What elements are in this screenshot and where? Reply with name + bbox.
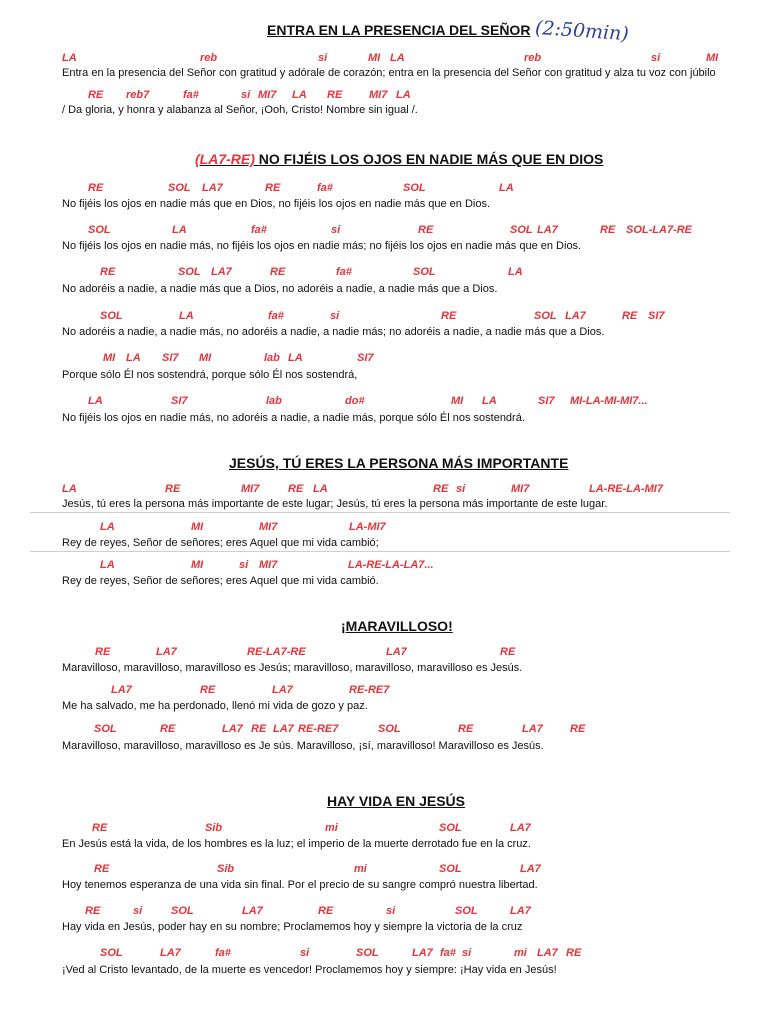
chord: RE <box>200 684 216 696</box>
chord: RE <box>458 723 474 735</box>
lyric-line: No fijéis los ojos en nadie más, no fijéis los ojos en nadie más; no fijéis los ojos en nadie más que en Dios. <box>62 240 582 252</box>
chord: RE <box>92 822 108 834</box>
chord: LA <box>100 559 115 571</box>
chord: RE-RE7 <box>349 684 390 696</box>
chord: si <box>300 947 310 959</box>
lyric-line: Hay vida en Jesús, poder hay en su nombre; Proclamemos hoy y siempre la victoria de la cruz <box>62 921 523 933</box>
chord: fa# <box>268 310 284 322</box>
chord: LA7 <box>222 723 243 735</box>
lyric-line: No adoréis a nadie, a nadie más, no adoréis a nadie, a nadie más; no adoréis a nadie, a nadie más que a Dios. <box>62 326 605 338</box>
chord: RE <box>566 947 582 959</box>
chord: LA <box>126 352 141 364</box>
chord: si <box>241 89 251 101</box>
lyric-line: / Da gloria, y honra y alabanza al Señor, ¡Ooh, Cristo! Nombre sin igual /. <box>62 104 418 116</box>
song-title-hay-vida: HAY VIDA EN JESÚS <box>327 793 465 809</box>
chord: LA7 <box>156 646 177 658</box>
chord: LA7 <box>522 723 543 735</box>
chord: LA <box>100 521 115 533</box>
chord: RE <box>251 723 267 735</box>
chord: LA <box>396 89 411 101</box>
chord: MI7 <box>258 89 277 101</box>
chord: SOL <box>510 224 533 236</box>
chord: fa# <box>183 89 199 101</box>
chord: LA <box>172 224 187 236</box>
chord: fa# <box>336 266 352 278</box>
chord: fa# <box>215 947 231 959</box>
chord: RE <box>433 483 449 495</box>
chord: MI-LA-MI-MI7... <box>570 395 648 407</box>
chord: SOL-LA7-RE <box>626 224 692 236</box>
scan-line-artifact <box>30 551 730 552</box>
chord: Sib <box>217 863 235 875</box>
chord: si <box>331 224 341 236</box>
chord: RE-LA7-RE <box>247 646 306 658</box>
chord: LA7 <box>211 266 232 278</box>
lyric-line: En Jesús está la vida, de los hombres es la luz; el imperio de la muerte derrotado fue en la cruz. <box>62 838 531 850</box>
chord: LA <box>179 310 194 322</box>
lyric-line: No fijéis los ojos en nadie más, no adoréis a nadie, a nadie más, porque sólo Él nos sostendrá. <box>62 412 525 424</box>
chord: lab <box>264 352 280 364</box>
chord: RE <box>88 89 104 101</box>
chord: LA <box>88 395 103 407</box>
chord: LA7 <box>242 905 263 917</box>
chord: RE <box>100 266 116 278</box>
chord: LA <box>508 266 523 278</box>
chord: SOL <box>534 310 557 322</box>
chord: RE <box>600 224 616 236</box>
chord: RE <box>265 182 281 194</box>
chord: LA7 <box>202 182 223 194</box>
chord: LA <box>292 89 307 101</box>
lyric-line: Hoy tenemos esperanza de una vida sin final. Por el precio de su sangre compró nuestra libertad. <box>62 879 538 891</box>
chord: SI7 <box>171 395 188 407</box>
chord: LA7 <box>386 646 407 658</box>
chord: LA7 <box>510 822 531 834</box>
chord: SI7 <box>648 310 665 322</box>
chord: RE <box>165 483 181 495</box>
key-prefix: (LA7-RE) <box>195 151 255 167</box>
chord: LA7 <box>520 863 541 875</box>
chord: LA-MI7 <box>349 521 386 533</box>
chord: RE <box>94 863 110 875</box>
chord: MI7 <box>369 89 388 101</box>
chord: si <box>386 905 396 917</box>
chord: RE <box>622 310 638 322</box>
chord: fa# <box>440 947 456 959</box>
chord: mi <box>354 863 367 875</box>
chord: LA-RE-LA-MI7 <box>589 483 663 495</box>
lyric-line: No fijéis los ojos en nadie más que en Dios, no fijéis los ojos en nadie más que en Dios. <box>62 198 491 210</box>
chord: MI <box>199 352 212 364</box>
lyric-line: Me ha salvado, me ha perdonado, llenó mi vida de gozo y paz. <box>62 700 368 712</box>
chord: SOL <box>403 182 426 194</box>
chord: LA <box>499 182 514 194</box>
chord: si <box>462 947 472 959</box>
chord: LA7 <box>272 684 293 696</box>
chord: fa# <box>317 182 333 194</box>
song-title-jesus-persona: JESÚS, TÚ ERES LA PERSONA MÁS IMPORTANTE <box>229 455 569 471</box>
chord: MI <box>451 395 464 407</box>
chord: RE <box>270 266 286 278</box>
chord: RE <box>95 646 111 658</box>
chord: MI7 <box>511 483 530 495</box>
chord: RE <box>318 905 334 917</box>
lyric-line: Maravilloso, maravilloso, maravilloso es Je sús. Maravilloso, ¡sí, maravilloso! Maravilloso es Jesús. <box>62 740 544 752</box>
chord: LA <box>62 52 77 64</box>
chord: MI <box>103 352 116 364</box>
chord: SOL <box>455 905 478 917</box>
chord: RE <box>418 224 434 236</box>
chord: si <box>318 52 328 64</box>
chord: MI7 <box>241 483 260 495</box>
chord: RE <box>570 723 586 735</box>
chord: SOL <box>171 905 194 917</box>
chord: LA7 <box>537 224 558 236</box>
chord: LA7 <box>537 947 558 959</box>
chord: MI <box>706 52 719 64</box>
chord: SOL <box>439 822 462 834</box>
chord: LA <box>288 352 303 364</box>
lyric-line: Entra en la presencia del Señor con gratitud y adórale de corazón; entra en la presencia del Señor con gratitud y alza tu voz con júbilo <box>62 67 716 79</box>
chord: LA <box>482 395 497 407</box>
lyric-line: No adoréis a nadie, a nadie más que a Dios, no adoréis a nadie, a nadie más que a Dios. <box>62 283 498 295</box>
chord: LA7 <box>510 905 531 917</box>
chord: si <box>651 52 661 64</box>
chord: LA7 <box>565 310 586 322</box>
chord: SI7 <box>357 352 374 364</box>
chord: MI <box>191 521 204 533</box>
chord: reb7 <box>126 89 150 101</box>
chord: LA7 <box>111 684 132 696</box>
song-title-text: NO FIJÉIS LOS OJOS EN NADIE MÁS QUE EN DIOS <box>258 151 604 167</box>
chord: SOL <box>88 224 111 236</box>
chord: si <box>456 483 466 495</box>
chord: LA7 <box>273 723 294 735</box>
lyric-line: Jesús, tú eres la persona más importante de este lugar; Jesús, tú eres la persona más importante de este lugar. <box>62 498 608 510</box>
chord: RE <box>160 723 176 735</box>
chord: si <box>330 310 340 322</box>
chord: reb <box>524 52 542 64</box>
lyric-line: Rey de reyes, Señor de señores; eres Aquel que mi vida cambió. <box>62 575 379 587</box>
scan-line-artifact <box>30 512 730 513</box>
chord: LA <box>313 483 328 495</box>
handwritten-duration-note: (2:50min) <box>534 16 630 46</box>
chord: MI <box>191 559 204 571</box>
chord: si <box>239 559 249 571</box>
chord: do# <box>345 395 365 407</box>
chord: MI7 <box>259 559 278 571</box>
chord: Sib <box>205 822 223 834</box>
lyric-line: Maravilloso, maravilloso, maravilloso es Jesús; maravilloso, maravilloso, maravilloso es Jesús. <box>62 662 523 674</box>
chord: si <box>133 905 143 917</box>
chord: RE-RE7 <box>298 723 339 735</box>
lyric-line: ¡Ved al Cristo levantado, de la muerte es vencedor! Proclamemos hoy y siempre: ¡Hay vida en Jesús! <box>62 964 557 976</box>
chord: RE <box>441 310 457 322</box>
chord: reb <box>200 52 218 64</box>
chord: SOL <box>94 723 117 735</box>
song-title-no-fijeis <box>195 151 603 167</box>
chord: LA <box>390 52 405 64</box>
chord: LA7 <box>412 947 433 959</box>
lyric-line: Porque sólo Él nos sostendrá, porque sólo Él nos sostendrá, <box>62 369 358 381</box>
chord: LA <box>62 483 77 495</box>
song-title-maravilloso: ¡MARAVILLOSO! <box>341 618 453 634</box>
chord: SOL <box>356 947 379 959</box>
chord: RE <box>85 905 101 917</box>
chord: SOL <box>100 310 123 322</box>
chord: LA7 <box>160 947 181 959</box>
song-title-entra: ENTRA EN LA PRESENCIA DEL SEÑOR <box>267 22 531 38</box>
chord: SOL <box>168 182 191 194</box>
chord: SOL <box>413 266 436 278</box>
chord: RE <box>500 646 516 658</box>
chord: RE <box>88 182 104 194</box>
chord: SOL <box>178 266 201 278</box>
chord: SOL <box>378 723 401 735</box>
chord: MI7 <box>259 521 278 533</box>
lyric-line: Rey de reyes, Señor de señores; eres Aquel que mi vida cambió; <box>62 537 379 549</box>
chord: mi <box>514 947 527 959</box>
chord: SOL <box>100 947 123 959</box>
chord: SI7 <box>162 352 179 364</box>
chord: RE <box>327 89 343 101</box>
chord: SOL <box>439 863 462 875</box>
chord: SI7 <box>538 395 555 407</box>
chord: lab <box>266 395 282 407</box>
chord: mi <box>325 822 338 834</box>
chord: RE <box>288 483 304 495</box>
chord: fa# <box>251 224 267 236</box>
chord: LA-RE-LA-LA7... <box>348 559 434 571</box>
chord: MI <box>368 52 381 64</box>
